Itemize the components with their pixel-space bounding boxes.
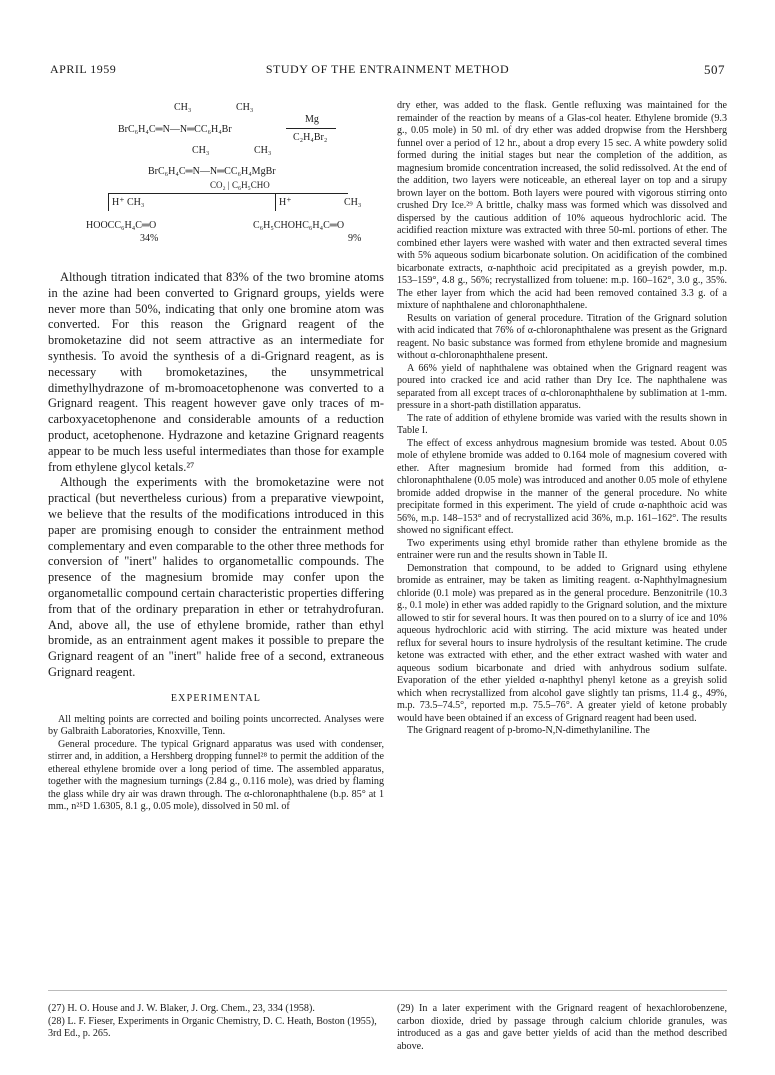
scheme-acid: H⁺ [279,197,292,208]
scheme-branch [275,193,276,211]
scheme-arrow [286,128,336,129]
paragraph: Although titration indicated that 83% of the two bromine atoms in the azine had been converted to Grignard groups, yields were never more than 50%, indicating that only one bromine atom was converted. For this reason the Grignard reagent of the bromoketazine did not seem attractive as an intermediate for synthesis. To avoid the synthesis of a di-Grignard reagent, as is necessary with bromoketazines, the unsymmetrical dimethylhydrazone of m-bromoacetophenone was converted to a Grignard reagent. This reagent however gave only traces of m-carboxyacetophenone and considerable amounts of a reduction product, acetophenone. Hydrazone and ketazine Grignard reagents appear to be much less useful intermediates than those for example from ethylene glycol ketals.²⁷ [48,270,384,474]
scheme-ch3: CH₃ [254,145,272,156]
footnote: (29) In a later experiment with the Grignard reagent of hexachlorobenzene, carbon dioxide, dried by passage through calcium chloride granules, was introduced as a gas and gave better yields of acid than the method described above. [397,1003,727,1052]
scheme-yield: 9% [348,233,362,244]
paragraph: The Grignard reagent of p-bromo-N,N-dimethylaniline. The [407,725,650,736]
paragraph: A 66% yield of naphthalene was obtained when the Grignard reagent was poured into cracked ice and acid rather than Dry Ice. The naphthalene was separated from all except traces of α-chloronaphthalene by sublimation at 1-mm. pressure in a short-path distillation apparatus. [397,362,727,411]
right-column [397,100,727,738]
footnote-divider [48,990,727,991]
footnote: (27) H. O. House and J. W. Blaker, J. Org. Chem., 23, 334 (1958). [48,1003,315,1014]
paragraph: The effect of excess anhydrous magnesium bromide was tested. About 0.05 mole of ethylene bromide was added to 0.164 mole of magnesium covered with ether. After magnesium bromide had formed from this addition, α-chloronaphthalene (0.05 mole) was introduced and another 0.05 mole of ethylene bromide added dropwise in the manner of the general procedure. No white precipitate formed in this experiment. The yield of crude α-naphthoic acid was 56%, m.p. 148–153° and of recrystallized acid 36%, m.p. 161–162°. The results showed no significant effect. [397,437,727,536]
scheme-product: HOOCC₆H₄C═O [86,220,157,231]
scheme-branch [108,193,348,194]
paragraph: General procedure. The typical Grignard apparatus was used with condenser, stirrer and, in addition, a Hershberg dropping funnel²⁸ to permit the addition of the ethereal ethylene bromide over a long period of time. The assembled apparatus, together with the magnesium turnings (2.84 g., 0.116 mole), was dried by flaming the glass while dry air was drawn through. The α-chloronaphthalene (b.p. 85° at 1 mm., n²⁵D 1.6305, 8.1 g., 0.05 mole), dissolved in 50 ml. of [48,738,384,813]
paragraph: dry ether, was added to the flask. Gentle refluxing was maintained for the remainder of the reaction by means of a Glas-col heater. Ethylene bromide (9.3 g., 0.05 mole) in 50 ml. of dry ether was added dropwise from the Hershberg funnel over a period of 12 hr., about a drop every 15 sec. A white powdery solid formed during the initial stages but near the completion of the addition, as magnesium bromide concentration increased, the solid redissolved. At the end of the addition, two layers were noticeable, an ethereal layer on top and a sirupy brown layer on the bottom. Both layers were poured with vigorous stirring onto crushed Dry Ice.²⁹ A brittle, chalky mass was formed which was dissolved and dispersed by the cautious addition of 10% aqueous hydrochloric acid. The acidified reaction mixture was extracted with three 50-ml. portions of ether. The combined ether layers were washed with water and then extracted several times with 5% aqueous sodium bicarbonate solution. On acidification of the combined bicarbonate extracts, α-naphthoic acid precipitated as a greyish powder, m.p. 153–159°, 4.8 g., 56%; recrystallized from toluene: m.p. 160–162°, 3.0 g., 35%. The ether layer from which the acid had been removed contained 3.3 g. of a mixture of naphthalene and chloronaphthalene. [397,100,727,311]
scheme-ch3: CH₃ [344,197,362,208]
reaction-scheme [48,100,384,270]
paragraph: All melting points are corrected and boiling points uncorrected. Analyses were by Galbraith Laboratories, Knoxville, Tenn. [48,713,384,738]
left-column [48,100,384,814]
scheme-reagents: CO₂ | C₆H₅CHO [210,180,270,190]
paragraph: The rate of addition of ethylene bromide was varied with the results shown in Table I. [397,412,727,436]
scheme-reagent-mg: Mg [305,114,319,125]
scheme-branch [108,193,109,211]
scheme-ch3: CH₃ [236,102,254,113]
running-header-date: APRIL 1959 [50,62,117,76]
scheme-yield: 34% [140,233,159,244]
paragraph: Although the experiments with the bromoketazine were not practical (but nevertheless curious) from a preparative viewpoint, we believe that the results of the modifications introduced in this paper are promising enough to consider the entrainment method complementary and even comparable to the other three methods for conversion of "inert" halides to organometallic compounds. The presence of the magnesium bromide may confer upon the organometallic compound certain characteristic properties differing from that of the ordinary preparation in ether or tetrahydrofuran. And, above all, the use of ethylene bromide, rather than ethyl bromide, as an entrainment agent makes it possible to prepare the Grignard reagent of an "inert" halide free of a second, extraneous Grignard reagent. [48,475,384,679]
section-title: EXPERIMENTAL [170,692,262,704]
paragraph: Results on variation of general procedure. Titration of the Grignard solution with acid indicated that 76% of α-chloronaphthalene was present as the Grignard reagent. No basic substance was formed from ethylene bromide and magnesium without α-chloronaphthalene present. [397,312,727,361]
footnotes-right [397,1003,727,1053]
scheme-ch3: CH₃ [192,145,210,156]
scheme-reactant: BrC₆H₄C═N—N═CC₆H₄Br [118,124,232,135]
scheme-acid: H⁺ CH₃ [112,197,145,208]
paragraph: Demonstration that compound, to be added to Grignard using ethylene bromide as entrainer, may be taken as limiting reagent. α-Naphthylmagnesium chloride (0.1 mole) was prepared as in the general procedure. Benzonitrile (10.3 g., 0.1 mole) in ether was added rapidly to the Grignard solution, and the mixture allowed to stir for several hours. It was then poured on to a slurry of ice and 10% aqueous hydrochloric acid with stirring. The acid mixture was heated under reflux for several hours to insure hydrolysis of the resultant ketimine. The crude ketone was extracted with ether, and the ether extract washed with water and aqueous sodium bicarbonate and dried with anhydrous sodium sulfate. Evaporation of the ether yielded α-naphthyl phenyl ketone as a greyish solid which when recrystallized from alcohol gave slightly tan prisms, 11.4 g., 49%, m.p. 73.5–74.5°, reported m.p. 75.5–76°. A greater yield of ketone probably would have been obtained if an excess of Grignard reagent had been used. [397,562,727,724]
footnote: (28) L. F. Fieser, Experiments in Organic Chemistry, D. C. Heath, Boston (1955), 3rd Ed., p. 265. [48,1015,377,1039]
scheme-product: C₆H₅CHOHC₆H₄C═O [253,220,345,231]
running-header-title: STUDY OF THE ENTRAINMENT METHOD [265,62,510,76]
scheme-ch3: CH₃ [174,102,192,113]
paragraph: Two experiments using ethyl bromide rather than ethylene bromide as the entrainer were run and the results shown in Table II. [397,537,727,561]
scheme-reagent-entrainer: C₂H₄Br₂ [293,132,328,143]
page-number: 507 [704,62,725,77]
footnotes-left [48,1003,384,1041]
scheme-grignard: BrC₆H₄C═N—N═CC₆H₄MgBr [148,166,276,177]
